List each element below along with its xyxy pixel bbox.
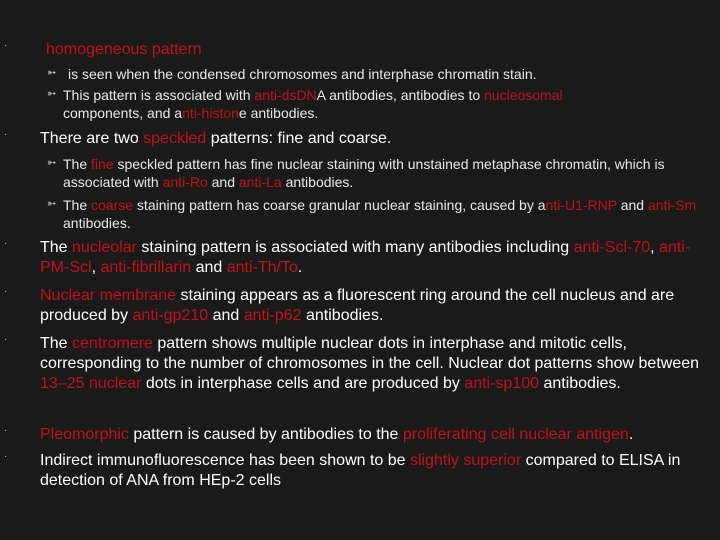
arrow-bullet-icon: ➳ (47, 88, 57, 100)
small-dot-icon: · (4, 40, 8, 51)
homogeneous-heading: homogeneous pattern (46, 41, 202, 58)
arrow-bullet-icon: ➳ (47, 198, 57, 210)
small-dot-icon: · (4, 334, 8, 345)
small-dot-icon: · (4, 129, 8, 140)
small-dot-icon: · (4, 425, 8, 436)
arrow-bullet-icon: ➳ (47, 67, 57, 79)
arrow-bullet-icon: ➳ (47, 157, 57, 169)
slide: · homogeneous pattern ➳ is seen when the condensed chromosomes and interphase chromatin stain. ➳ This pattern is associated with anti-dsDNA antibodies, antibodies to nucleosomal components, and anti-histone antibodies. · There are two speckled patterns: fine and coarse. ➳ The fine speckled pattern has fine nuclear staining with unstained metaphase chromatin, which is associated with anti-Ro and anti-La antibodies. ➳ The coarse staining pattern has coarse granular nuclear staining, caused by anti-U1-RNP and anti-Sm antibodies. · The nucleolar staining pattern is associated with many antibodies including anti-Scl-70, anti-PM-Scl, anti-fibrillarin and anti-Th/To. · Nuclear membrane staining appears as a fluorescent ring around the cell nucleus and are produced by anti-gp210 and anti-p62 antibodies. · The centromere pattern shows multiple nuclear dots in interphase and mitotic cells, corresponding to the number of chromosomes in the cell. Nuclear dot patterns show between 13–25 nuclear dots in interphase cells and are produced by anti-sp100 antibodies. · Pleomorphic pattern is caused by antibodies to the proliferating cell nuclear antigen. · Indirect immunofluorescence has been shown to be slightly superior compared to ELISA in detection of ANA from HEp-2 cells (4, 40, 700, 489)
small-dot-icon: · (4, 451, 8, 462)
small-dot-icon: · (4, 286, 8, 297)
small-dot-icon: · (4, 238, 8, 249)
